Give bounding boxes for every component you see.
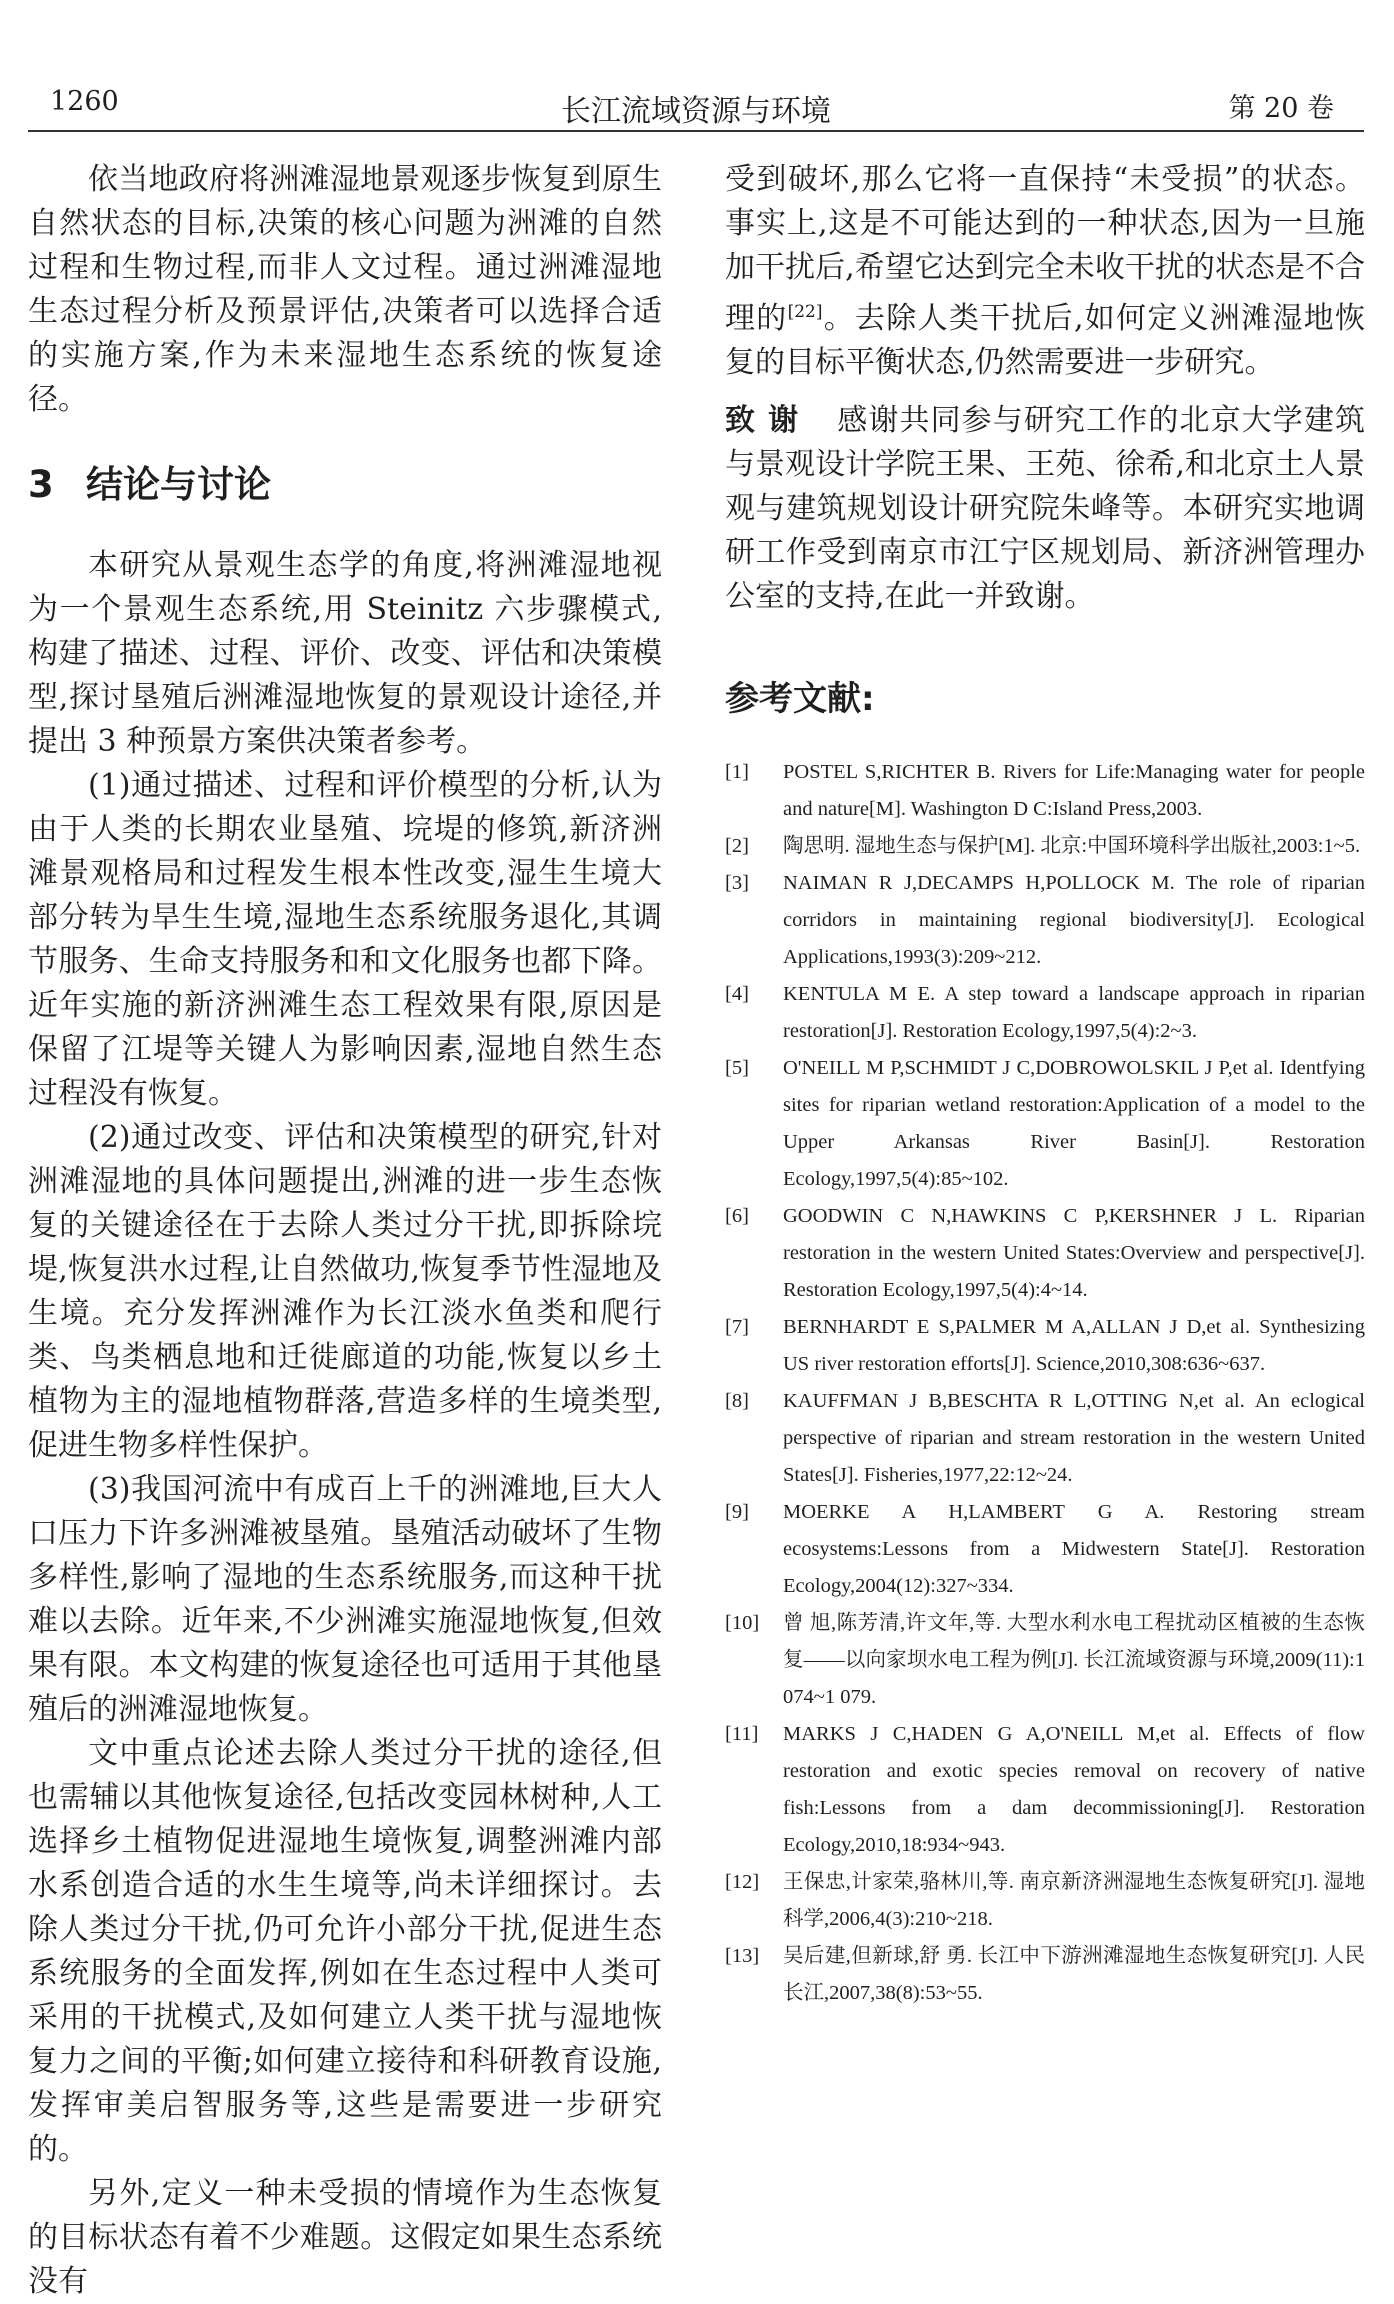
reference-index: [12] [725,1871,760,1893]
reference-item [725,1605,1365,1716]
left-column [28,158,662,2304]
reference-list [725,754,1365,2012]
reference-text: KENTULA M E. A step toward a landscape approach in riparian restoration[J]. Restoration Ecology,1997,5(4):2~3. [783,983,1365,1042]
reference-index: [2] [725,835,749,857]
reference-item [725,865,1365,976]
acknowledgment [725,399,1365,619]
reference-text: KAUFFMAN J B,BESCHTA R L,OTTING N,et al. An eclogical perspective of riparian and stream restoration in the western United States[J]. Fisheries,1977,22:12~24. [783,1390,1365,1486]
page-number: 1260 [50,86,119,117]
reference-text: 陶思明. 湿地生态与保护[M]. 北京:中国环境科学出版社,2003:1~5. [783,835,1361,857]
reference-item [725,1864,1365,1938]
reference-text: MOERKE A H,LAMBERT G A. Restoring stream ecosystems:Lessons from a Midwestern State[J]. Restoration Ecology,2004(12):327~334. [783,1501,1365,1597]
volume-label: 第 20 卷 [1228,93,1334,124]
reference-index: [10] [725,1612,760,1634]
reference-item [725,1938,1365,2012]
reference-index: [13] [725,1945,760,1967]
page-header [28,86,1364,132]
reference-index: [5] [725,1057,749,1079]
reference-item [725,1716,1365,1864]
reference-index: [4] [725,983,749,1005]
reference-item [725,976,1365,1050]
acknowledgment-label: 致谢 [725,403,812,438]
reference-text: POSTEL S,RICHTER B. Rivers for Life:Managing water for people and nature[M]. Washington D C:Island Press,2003. [783,761,1365,820]
reference-index: [1] [725,761,749,783]
reference-text: 王保忠,计家荣,骆林川,等. 南京新济洲湿地生态恢复研究[J]. 湿地科学,2006,4(3):210~218. [783,1871,1365,1930]
paragraph-discussion: 文中重点论述去除人类过分干扰的途径,但也需辅以其他恢复途径,包括改变园林树种,人工选择乡土植物促进湿地生境恢复,调整洲滩内部水系创造合适的水生生境等,尚未详细探讨。去除人类过分干扰,仍可允许小部分干扰,促进生态系统服务的全面发挥,例如在生态过程中人类可采用的干扰模式,及如何建立人类干扰与湿地恢复力之间的平衡;如何建立接待和科研教育设施,发挥审美启智服务等,这些是需要进一步研究的。 [28,1736,662,2167]
references-heading: 参考文献: [725,679,875,719]
reference-text: BERNHARDT E S,PALMER M A,ALLAN J D,et al. Synthesizing US river restoration efforts[J]. Science,2010,308:636~637. [783,1316,1365,1375]
reference-item [725,754,1365,828]
reference-index: [3] [725,872,749,894]
paragraph-point-3: (3)我国河流中有成百上千的洲滩地,巨大人口压力下许多洲滩被垦殖。垦殖活动破坏了生物多样性,影响了湿地的生态系统服务,而这种干扰难以去除。近年来,不少洲滩实施湿地恢复,但效果有限。本文构建的恢复途径也可适用于其他垦殖后的洲滩湿地恢复。 [28,1472,662,1727]
paragraph-point-2: (2)通过改变、评估和决策模型的研究,针对洲滩湿地的具体问题提出,洲滩的进一步生态恢复的关键途径在于去除人类过分干扰,即拆除垸堤,恢复洪水过程,让自然做功,恢复季节性湿地及生境。充分发挥洲滩作为长江淡水鱼类和爬行类、鸟类栖息地和迁徙廊道的功能,恢复以乡土植物为主的湿地植物群落,营造多样的生境类型,促进生物多样性保护。 [28,1120,662,1463]
reference-index: [9] [725,1501,749,1523]
section-heading [28,454,662,506]
intro-paragraph: 依当地政府将洲滩湿地景观逐步恢复到原生自然状态的目标,决策的核心问题为洲滩的自然过程和生物过程,而非人文过程。通过洲滩湿地生态过程分析及预景评估,决策者可以选择合适的实施方案,作为未来湿地生态系统的恢复途径。 [28,162,662,417]
reference-text: O'NEILL M P,SCHMIDT J C,DOBROWOLSKIL J P,et al. Identfying sites for riparian wetland restoration:Application of a model to the Upper Arkansas River Basin[J]. Restoration Ecology,1997,5(4):85~102. [783,1057,1365,1190]
paragraph-final: 另外,定义一种未受损的情境作为生态恢复的目标状态有着不少难题。这假定如果生态系统没有 [28,2176,662,2299]
reference-item [725,1198,1365,1309]
journal-title: 长江流域资源与环境 [561,94,831,129]
paragraph-point-1: (1)通过描述、过程和评价模型的分析,认为由于人类的长期农业垦殖、垸堤的修筑,新济洲滩景观格局和过程发生根本性改变,湿生生境大部分转为旱生生境,湿地生态系统服务退化,其调节服务、生命支持服务和和文化服务也都下降。近年实施的新济洲滩生态工程效果有限,原因是保留了江堤等关键人为影响因素,湿地自然生态过程没有恢复。 [28,768,662,1111]
reference-item [725,1309,1365,1383]
reference-text: 曾 旭,陈芳清,许文年,等. 大型水利水电工程扰动区植被的生态恢复——以向家坝水电工程为例[J]. 长江流域资源与环境,2009(11):1 074~1 079. [783,1612,1365,1708]
reference-item [725,1050,1365,1198]
reference-item [725,1494,1365,1605]
acknowledgment-text: 感谢共同参与研究工作的北京大学建筑与景观设计学院王果、王苑、徐希,和北京土人景观与建筑规划设计研究院朱峰等。本研究实地调研工作受到南京市江宁区规划局、新济洲管理办公室的支持,在此一并致谢。 [725,403,1366,614]
reference-index: [7] [725,1316,749,1338]
reference-text: 吴后建,但新球,舒 勇. 长江中下游洲滩湿地生态恢复研究[J]. 人民长江,2007,38(8):53~55. [783,1945,1365,2004]
continued-paragraph: 受到破坏,那么它将一直保持“未受损”的状态。事实上,这是不可能达到的一种状态,因为一旦施加干扰后,希望它达到完全未收干扰的状态是不合理的[22]。去除人类干扰后,如何定义洲滩湿地恢复的目标平衡状态,仍然需要进一步研究。 [725,162,1365,380]
section-title: 结论与讨论 [86,463,271,506]
reference-item [725,828,1365,865]
section-number: 3 [28,463,54,506]
reference-index: [11] [725,1723,759,1745]
reference-text: MARKS J C,HADEN G A,O'NEILL M,et al. Effects of flow restoration and exotic species removal on recovery of native fish:Lessons from a dam decommissioning[J]. Restoration Ecology,2010,18:934~943. [783,1723,1365,1856]
reference-index: [6] [725,1205,749,1227]
paragraph-summary: 本研究从景观生态学的角度,将洲滩湿地视为一个景观生态系统,用 Steinitz 六步骤模式,构建了描述、过程、评价、改变、评估和决策模型,探讨垦殖后洲滩湿地恢复的景观设计途径,并提出 3 种预景方案供决策者参考。 [28,548,662,759]
reference-index: [8] [725,1390,749,1412]
reference-text: NAIMAN R J,DECAMPS H,POLLOCK M. The role of riparian corridors in maintaining regional biodiversity[J]. Ecological Applications,1993(3):209~212. [783,872,1365,968]
reference-text: GOODWIN C N,HAWKINS C P,KERSHNER J L. Riparian restoration in the western United States:Overview and perspective[J]. Restoration Ecology,1997,5(4):4~14. [783,1205,1365,1301]
right-column [725,158,1365,2012]
reference-item [725,1383,1365,1494]
